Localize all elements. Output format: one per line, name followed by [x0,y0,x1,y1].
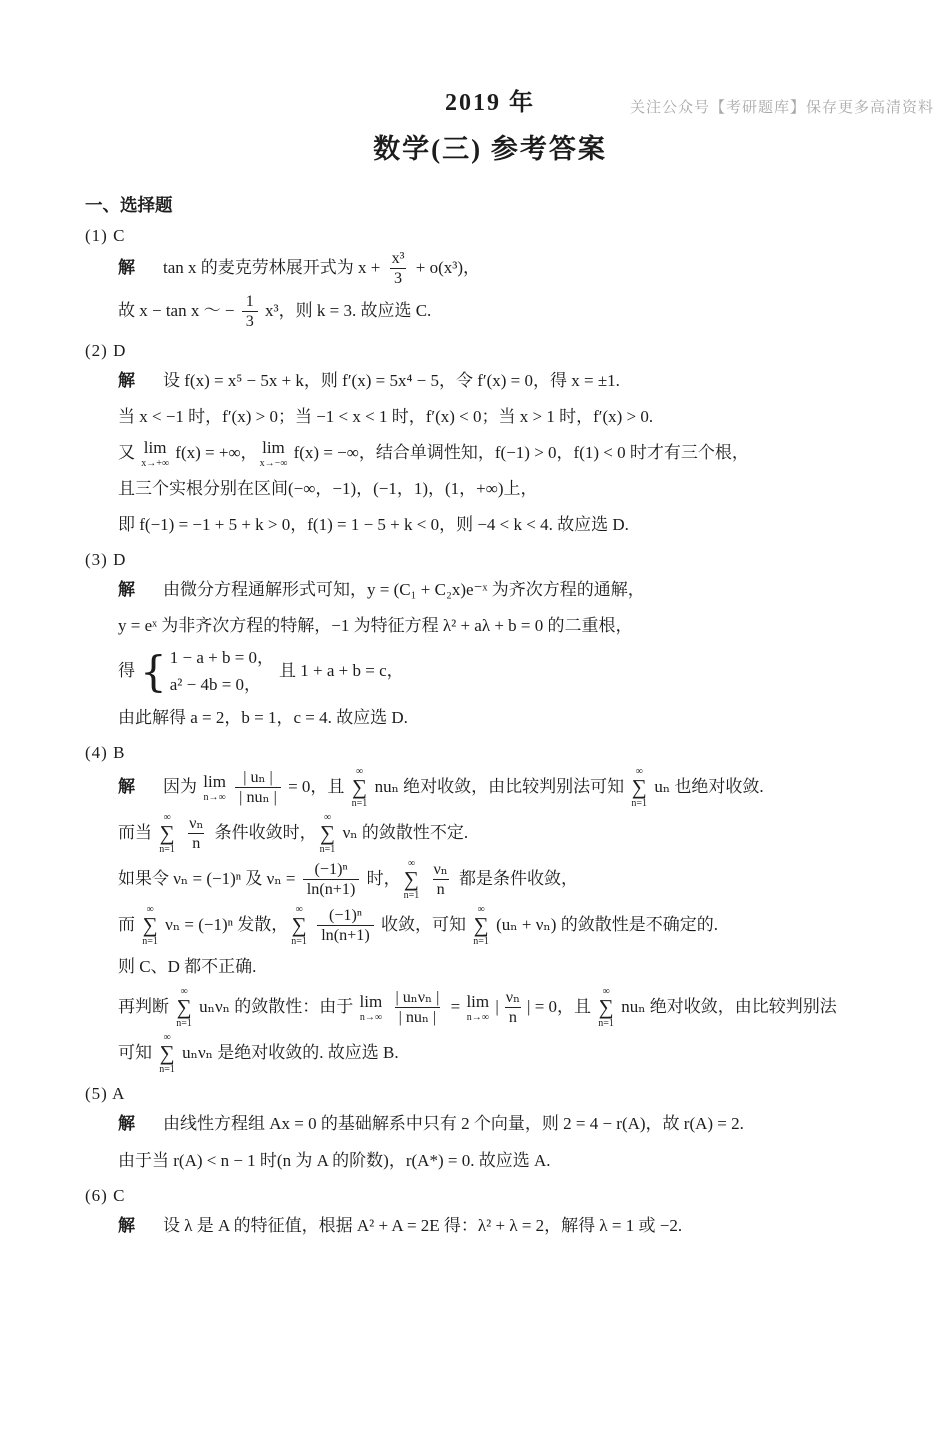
text-run: 设 f(x) = x⁵ − 5x + k，则 f′(x) = 5x⁴ − 5，令 f′(x) = 0，得 x = ±1. [163,370,620,390]
sum-upper-limit: ∞ [163,1032,171,1044]
fraction-denominator: 3 [390,268,406,288]
solution-rich-text [163,1216,682,1235]
sum-lower-limit: n=1 [142,936,158,948]
limit-subscript: x→−∞ [259,457,288,469]
math-limit [203,773,226,803]
math-fraction [388,249,409,289]
sum-upper-limit: ∞ [407,858,415,870]
sum-sigma-icon: ∑ [291,913,307,938]
sum-upper-limit: ∞ [146,904,154,916]
fraction-denominator: ln(n+1) [317,925,374,945]
math-limit [360,993,383,1023]
text-run: 条件收敛时， [210,822,317,842]
solution-line [118,249,895,289]
document-title-subject: 数学(三) 参考答案 [373,134,607,164]
text-run: 由此解得 a = 2，b = 1，c = 4. 故应选 D. [118,708,408,728]
text-run: 可知 [118,1042,157,1062]
fraction-denominator: ln(n+1) [303,879,360,899]
fraction-numerator: νₙ [505,989,521,1007]
math-limit [466,993,489,1023]
solution-line [118,701,895,734]
document-page [0,82,950,1440]
solution-rich-text [163,371,620,390]
text-run: 由于当 r(A) < n − 1 时(n 为 A 的阶数)，r(A*) = 0. 故应选 A. [118,1150,551,1170]
math-fraction [429,860,451,900]
text-run: 收敛，可知 [376,914,471,934]
problem-1-answer: (1) C [85,226,126,245]
limit-subscript: x→+∞ [141,457,170,469]
solution-label: 解 [118,1215,135,1235]
sum-lower-limit: n=1 [403,890,420,902]
fraction-numerator: νₙ [189,814,204,832]
solution-line [118,645,895,698]
text-run [178,823,182,842]
text-run: + o(x³)， [411,257,481,277]
math-sum [631,766,647,809]
solution-label: 解 [118,1114,135,1134]
solution-rich-text [118,292,432,331]
solution-line [118,904,895,947]
cases-row: a² − 4b = 0， [169,674,262,694]
solution-rich-text [118,708,408,727]
solution-label: 解 [118,580,135,600]
solution-line [118,766,895,809]
text-run: y = eˣ 为非齐次方程的特解，−1 为特征方程 λ² + aλ + b = 0 的二重根， [118,616,633,636]
text-run: nuₙ 绝对收敛，由比较判别法可知 [370,776,629,796]
problem-6-answer: (6) C [85,1185,126,1205]
limit-subscript: n→∞ [466,1011,489,1023]
text-run: = 0，且 [283,776,349,796]
cases-row: 1 − a + b = 0， [169,648,275,668]
problem-4 [85,743,895,1075]
sum-lower-limit: n=1 [351,798,368,810]
math-sum [142,904,158,947]
solution-rich-text [118,904,718,948]
solution-rich-text [118,1151,550,1170]
fraction-denominator: | nuₙ | [235,787,281,807]
solution-line [118,609,895,642]
math-sum [159,1032,175,1075]
text-run: 由微分方程通解形式可知，y = (C₁ + C₂x)e⁻ˣ 为齐次方程的通解， [163,580,645,600]
fraction-denominator: n [433,879,449,899]
text-run: | = 0，且 [527,996,596,1016]
limit-subscript: n→∞ [203,791,226,803]
limit-word: lim [203,771,226,791]
text-run: 故 x − tan x ～ − [118,300,239,320]
fraction-denominator: n [505,1007,521,1027]
text-run: nuₙ 绝对收敛，由比较判别法 [616,996,837,1016]
text-run: νₙ 的敛散性不定. [338,822,469,842]
cases-rows [170,645,274,698]
problem-6 [85,1186,895,1242]
solution-label: 解 [118,370,135,390]
problem-4-solution [85,766,895,1075]
sum-upper-limit: ∞ [602,986,610,998]
fraction-denominator: 3 [242,311,258,331]
sum-upper-limit: ∞ [635,766,643,778]
text-run: 且三个实根分别在区间(−∞，−1)，(−1，1)，(1，+∞)上， [118,478,538,498]
sum-sigma-icon: ∑ [176,995,192,1020]
sum-upper-limit: ∞ [295,904,303,916]
math-cases [140,645,274,698]
problem-5-solution [85,1107,895,1176]
math-sum [473,904,489,947]
text-run: | [491,996,499,1016]
solution-line [118,858,895,901]
text-run: (uₙ + νₙ) 的敛散性是不确定的. [491,914,718,934]
limit-word: lim [466,992,490,1012]
limit-word: lim [143,438,167,458]
text-run: 再判断 [118,996,174,1016]
math-fraction [303,860,360,900]
solution-line [118,1209,895,1242]
solution-line [118,986,895,1029]
section-heading: 一、选择题 [85,195,173,215]
fraction-numerator: νₙ [433,860,448,878]
solution-rich-text [118,407,653,426]
sum-lower-limit: n=1 [159,844,175,856]
solution-rich-text [118,957,256,976]
math-sum [176,986,192,1029]
solution-line [118,1144,895,1177]
sum-sigma-icon: ∑ [142,913,158,938]
problem-3 [85,550,895,734]
solution-label: 解 [118,257,135,277]
fraction-numerator: | uₙ | [243,768,273,786]
text-run: νₙ = (−1)ⁿ 发散， [160,914,289,934]
solution-line [118,472,895,505]
solution-rich-text [163,580,645,599]
math-fraction [185,814,207,854]
sum-lower-limit: n=1 [159,1064,175,1076]
sum-lower-limit: n=1 [319,844,336,856]
text-run [384,997,388,1016]
problem-3-answer: (3) D [85,550,127,570]
sum-upper-limit: ∞ [180,986,188,998]
sum-sigma-icon: ∑ [403,867,419,892]
math-fraction [502,988,524,1028]
solution-rich-text [118,616,633,635]
fraction-numerator: x³ [391,250,405,267]
math-sum [598,986,614,1029]
text-run: 当 x < −1 时，f′(x) > 0；当 −1 < x < 1 时，f′(x) < 0；当 x > 1 时，f′(x) > 0. [118,406,654,426]
text-run: 即 f(−1) = −1 + 5 + k > 0，f(1) = 1 − 5 + k < 0，则 −4 < k < 4. 故应选 D. [118,515,629,535]
text-run: uₙνₙ 是绝对收敛的. 故应选 B. [177,1042,399,1062]
solution-rich-text [118,515,629,534]
sum-sigma-icon: ∑ [320,821,335,846]
fraction-denominator: n [188,833,204,853]
text-run: = [446,996,465,1016]
solution-line [118,292,895,332]
solution-line [118,1107,895,1140]
sum-sigma-icon: ∑ [159,1041,175,1066]
solution-rich-text [163,1114,744,1133]
watermark-text: 关注公众号【考研题库】保存更多高清资料 [629,99,934,116]
text-run: uₙ 也绝对收敛. [650,776,764,796]
solution-rich-text [118,858,579,902]
problem-2 [85,341,895,542]
problem-1 [85,226,895,332]
math-limit [260,439,288,469]
limit-word: lim [262,438,285,458]
math-fraction [317,906,374,946]
problem-3-solution [85,573,895,734]
solution-rich-text [118,479,538,498]
text-run [422,869,426,888]
limit-subscript: n→∞ [359,1011,382,1023]
sum-sigma-icon: ∑ [631,775,647,800]
solution-line [118,950,895,983]
solution-rich-text [118,1032,399,1076]
math-sum [352,766,368,809]
text-run: 由线性方程组 Ax = 0 的基础解系中只有 2 个向量，则 2 = 4 − r(A)，故 r(A) = 2. [163,1114,744,1134]
document-title-year: 2019 年 [445,90,535,116]
problem-6-solution [85,1209,895,1242]
problem-4-answer: (4) B [85,743,126,763]
text-run [310,915,314,934]
sum-lower-limit: n=1 [176,1018,192,1030]
problem-1-solution [85,249,895,332]
text-run: 都是条件收敛， [454,868,579,888]
text-run: uₙνₙ 的敛散性：由于 [194,996,358,1016]
text-run: tan x 的麦克劳林展开式为 x + [163,257,385,277]
sum-sigma-icon: ∑ [159,821,175,846]
problem-2-solution [85,364,895,542]
solution-rich-text [163,250,481,288]
text-run: 而当 [118,822,157,842]
text-run: f(x) = −∞，结合单调性知，f(−1) > 0，f(1) < 0 时才有三个根， [289,442,749,462]
text-run: 因为 [163,776,202,796]
text-run: f(x) = +∞， [171,442,258,462]
text-run: 得 [118,660,135,680]
sum-lower-limit: n=1 [473,936,489,948]
solution-line [118,508,895,541]
cases-brace-icon: { [140,646,167,696]
sum-upper-limit: ∞ [477,904,485,916]
solution-line [118,364,895,397]
text-run: 时， [362,868,401,888]
sum-sigma-icon: ∑ [598,995,614,1020]
math-sum [159,812,175,855]
math-fraction [391,988,443,1028]
text-run: x³，则 k = 3. 故应选 C. [260,300,432,320]
sum-lower-limit: n=1 [291,936,307,948]
text-run: 设 λ 是 A 的特征值，根据 A² + A = 2E 得：λ² + λ = 2，解得 λ = 1 或 −2. [163,1215,683,1235]
text-run: 而 [118,914,140,934]
text-run: 且 1 + a + b = c， [279,660,404,680]
solution-line [118,812,895,855]
solution-line [118,1032,895,1075]
solution-line [118,573,895,606]
solution-rich-text [163,766,764,810]
sum-sigma-icon: ∑ [352,775,367,800]
fraction-denominator: | nuₙ | [395,1007,441,1027]
problem-5-answer: (5) A [85,1084,126,1104]
solution-rich-text [118,812,469,856]
solution-rich-text [118,438,749,469]
text-run: 又 [118,442,140,462]
math-sum [291,904,307,947]
sum-upper-limit: ∞ [323,812,332,824]
solution-rich-text [118,646,404,696]
math-fraction [235,768,281,808]
solution-rich-text [118,986,837,1030]
fraction-numerator: (−1)ⁿ [328,906,362,924]
sum-upper-limit: ∞ [163,812,171,824]
text-run: 如果令 νₙ = (−1)ⁿ 及 νₙ = [118,868,300,888]
sum-sigma-icon: ∑ [473,913,489,938]
solution-label: 解 [118,776,135,796]
text-run [228,777,232,796]
sum-upper-limit: ∞ [355,766,364,778]
fraction-numerator: | uₙνₙ | [395,989,440,1007]
problem-5 [85,1084,895,1176]
math-fraction [242,292,258,332]
sum-lower-limit: n=1 [598,1018,614,1030]
limit-word: lim [359,992,383,1012]
sum-lower-limit: n=1 [631,798,648,810]
fraction-numerator: 1 [245,292,254,310]
fraction-numerator: (−1)ⁿ [314,860,348,878]
solution-line [118,436,895,469]
math-sum [404,858,420,901]
math-limit [141,439,169,469]
problem-2-answer: (2) D [85,340,127,360]
solution-line [118,400,895,433]
math-sum [320,812,336,855]
text-run: 则 C、D 都不正确. [118,957,257,977]
